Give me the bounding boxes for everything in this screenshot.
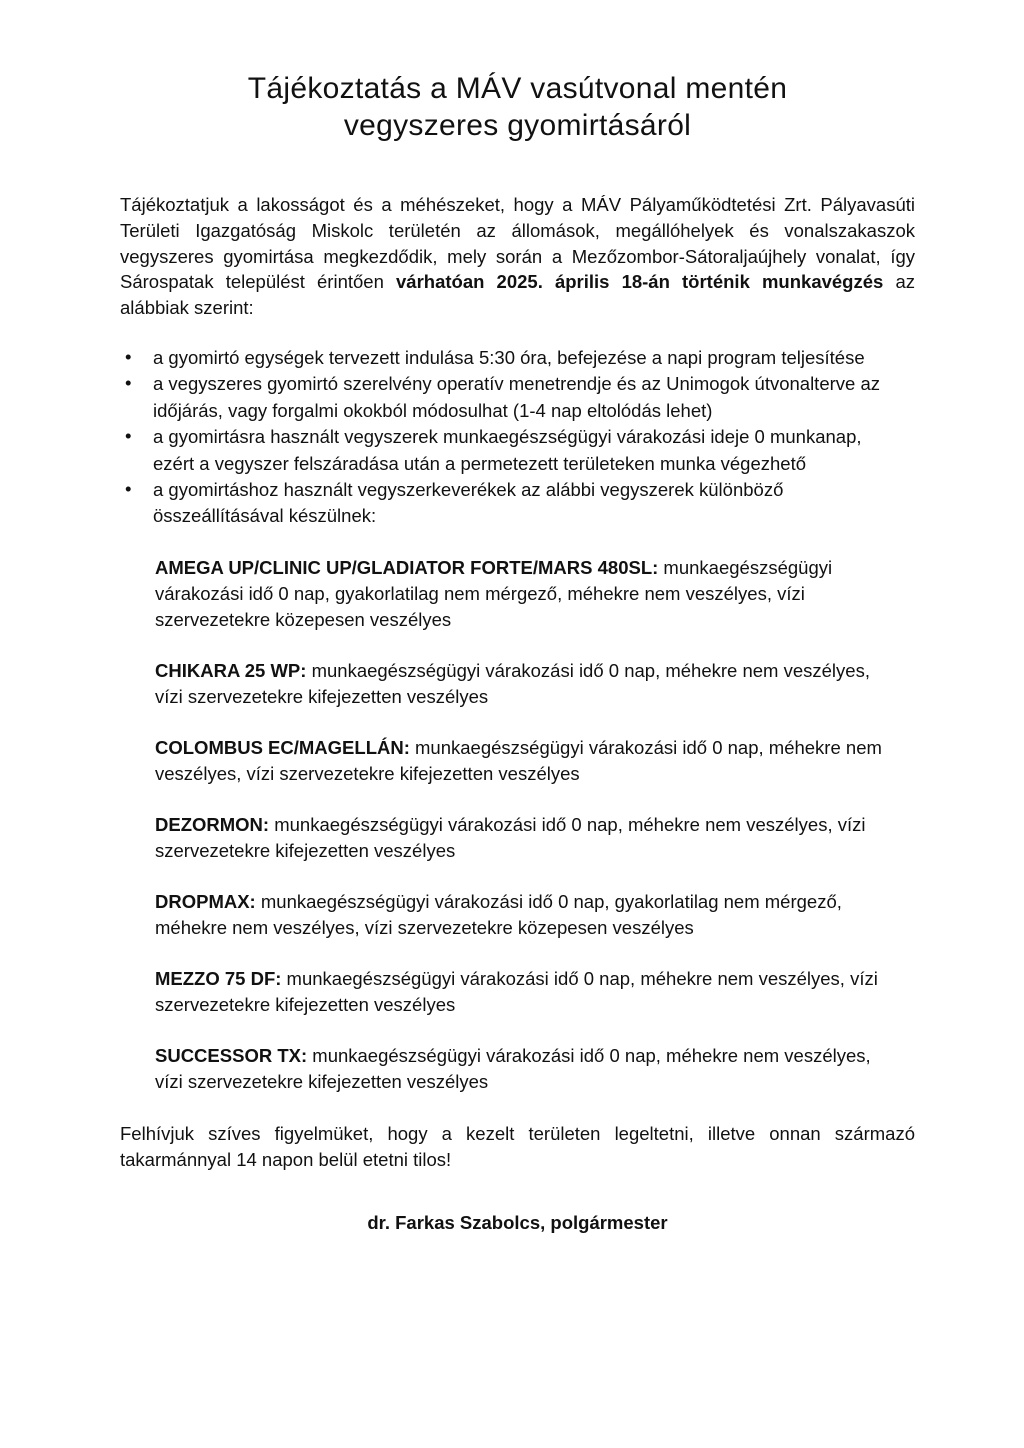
chemical-list [155, 555, 897, 1095]
page-title-line-1: Tájékoztatás a MÁV vasútvonal mentén [247, 72, 788, 105]
page-title-line-2: vegyszeres gyomirtásáról [343, 109, 692, 142]
chemical-paragraph-mezzo [155, 966, 897, 1018]
chemical-name: CHIKARA 25 WP: [155, 659, 307, 681]
chemical-paragraph-successor [155, 1043, 897, 1095]
chemical-name: COLOMBUS EC/MAGELLÁN: [155, 736, 410, 758]
chemical-description: munkaegészségügyi várakozási idő 0 nap, gyakorlatilag nem mérgező, méhekre nem veszélyes, vízi szervezetekre közepesen veszélyes [155, 890, 842, 938]
bullet-list [120, 345, 887, 530]
signature: dr. Farkas Szabolcs, polgármester [367, 1212, 668, 1234]
chemical-name: DEZORMON: [155, 813, 270, 835]
bullet-item-text: a gyomirtáshoz használt vegyszerkeverékek az alábbi vegyszerek különböző összeállításával készülnek: [153, 479, 784, 527]
bullet-item-text: a gyomirtásra használt vegyszerek munkaegészségügyi várakozási ideje 0 munkanap, ezért a vegyszer felszáradása után a permetezett területeken munka végezhető [153, 426, 862, 474]
bullet-item-mixtures [125, 477, 887, 530]
bullet-item-text: a gyomirtó egységek tervezett indulása 5:30 óra, befejezése a napi program teljesítése [153, 346, 865, 368]
intro-paragraph [120, 192, 915, 321]
chemical-description: munkaegészségügyi várakozási idő 0 nap, méhekre nem veszélyes, vízi szervezetekre kifejezetten veszélyes [155, 1044, 871, 1092]
chemical-paragraph-colombus [155, 735, 897, 787]
chemical-name: MEZZO 75 DF: [155, 967, 282, 989]
chemical-name: DROPMAX: [155, 890, 256, 912]
chemical-description: munkaegészségügyi várakozási idő 0 nap, méhekre nem veszélyes, vízi szervezetekre kifejezetten veszélyes [155, 813, 866, 861]
bullet-item-text: a vegyszeres gyomirtó szerelvény operatív menetrendje és az Unimogok útvonalterve az időjárás, vagy forgalmi okokból módosulhat (1-4 nap eltolódás lehet) [153, 373, 880, 421]
chemical-paragraph-amega [155, 555, 897, 633]
bullet-item-start-time [125, 345, 887, 371]
intro-bold-work-date: várhatóan 2025. április 18-án történik munkavégzés [396, 271, 884, 293]
bullet-dot-icon: • [125, 478, 132, 500]
chemical-description: munkaegészségügyi várakozási idő 0 nap, méhekre nem veszélyes, vízi szervezetekre kifejezetten veszélyes [155, 659, 870, 707]
chemical-name: SUCCESSOR TX: [155, 1044, 308, 1066]
bullet-dot-icon: • [125, 372, 132, 394]
chemical-name: AMEGA UP/CLINIC UP/GLADIATOR FORTE/MARS 480SL: [155, 556, 659, 578]
chemical-paragraph-chikara [155, 658, 897, 710]
chemical-description: munkaegészségügyi várakozási idő 0 nap, méhekre nem veszélyes, vízi szervezetekre kifejezetten veszélyes [155, 736, 882, 784]
page-title [120, 70, 915, 144]
bullet-dot-icon: • [125, 345, 132, 367]
intro-text-after: az alábbiak szerint: [120, 271, 915, 319]
bullet-dot-icon: • [125, 425, 132, 447]
chemical-description: munkaegészségügyi várakozási idő 0 nap, méhekre nem veszélyes, vízi szervezetekre kifejezetten veszélyes [155, 967, 878, 1015]
chemical-paragraph-dezormon [155, 812, 897, 864]
closing-paragraph: Felhívjuk szíves figyelmüket, hogy a kezelt területen legeltetni, illetve onnan származó takarmánnyal 14 napon belül etetni tilos! [120, 1122, 915, 1170]
intro-text-before: Tájékoztatjuk a lakosságot és a méhészeket, hogy a MÁV Pályaműködtetési Zrt. Pályavasúti Területi Igazgatóság Miskolc területén az állomások, megállóhelyek és vonalszakaszok vegyszeres gyomirtása megkezdődik, mely során a Mezőzombor-Sátoraljaújhely vonalat, így Sárospatak települést érintően [120, 194, 915, 293]
bullet-item-waiting-period [125, 424, 887, 477]
chemical-paragraph-dropmax [155, 889, 897, 941]
chemical-description: munkaegészségügyi várakozási idő 0 nap, gyakorlatilag nem mérgező, méhekre nem veszélyes, vízi szervezetekre közepesen veszélyes [155, 556, 833, 630]
bullet-item-schedule-change [125, 371, 887, 424]
